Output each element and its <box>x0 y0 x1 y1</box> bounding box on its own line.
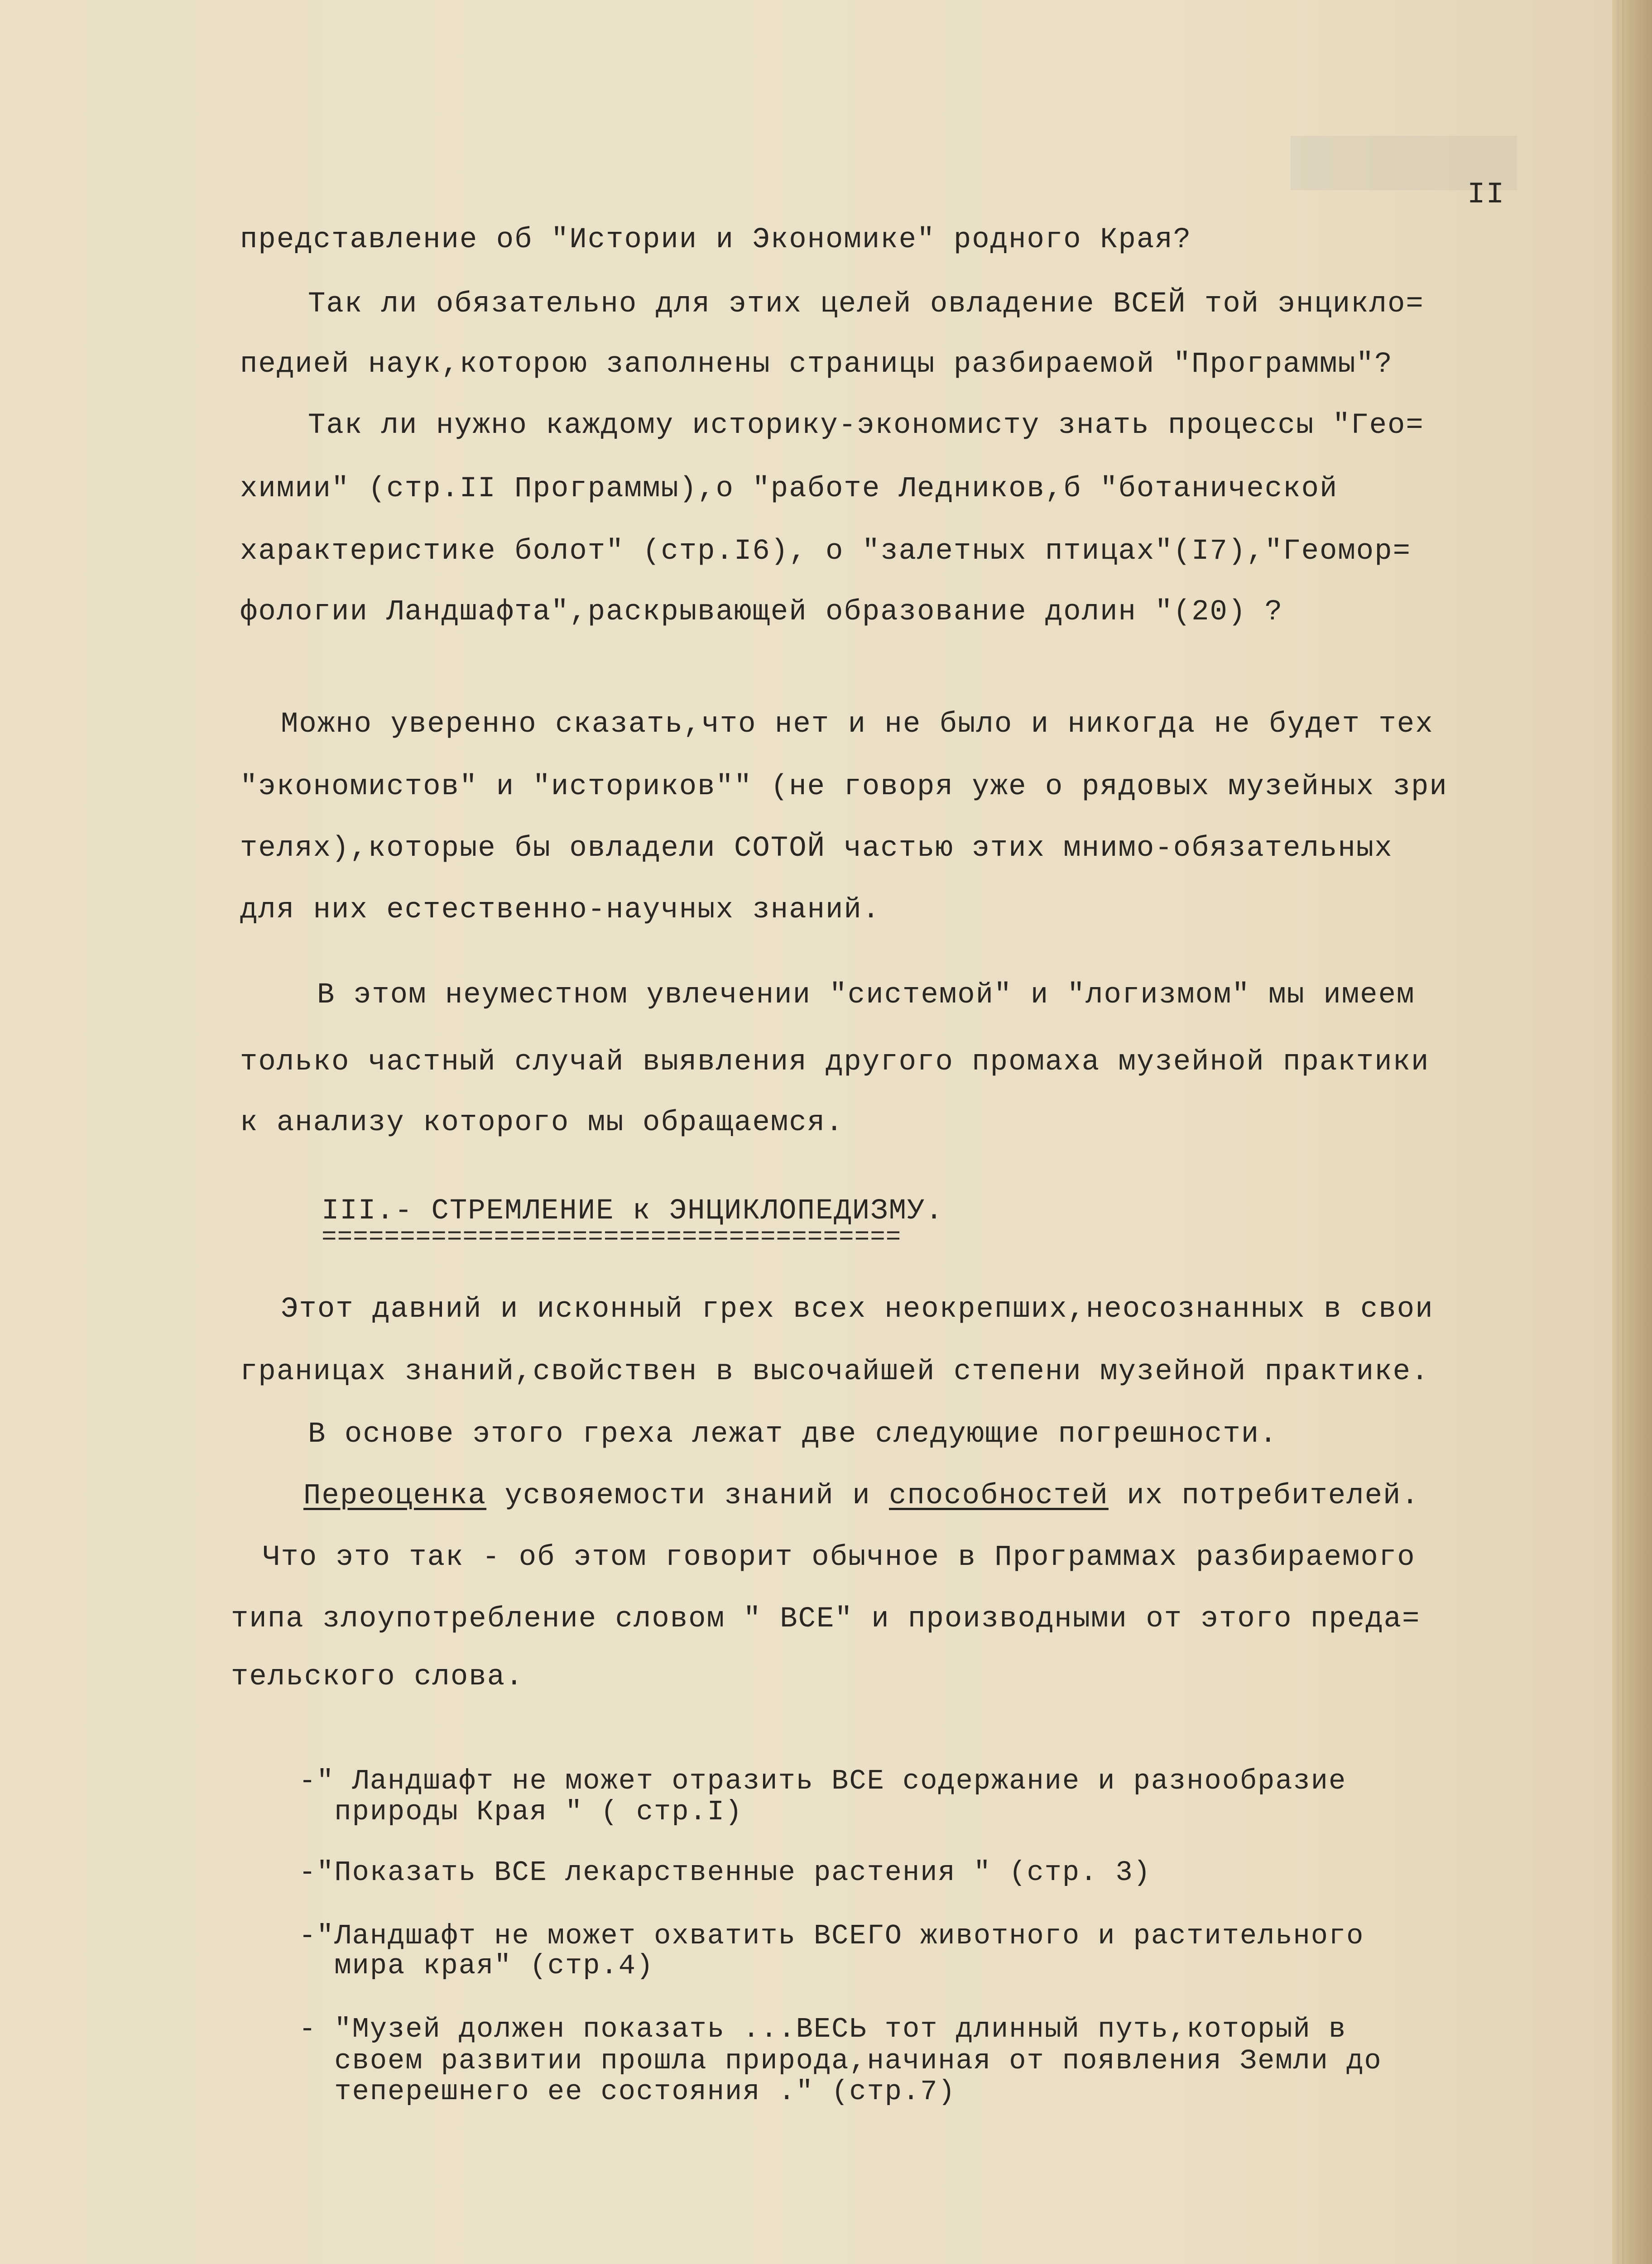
text-line: В основе этого греха лежат две следующие погрешности. <box>308 1418 1278 1451</box>
text-span: усвояемости знаний и <box>486 1480 889 1512</box>
text-line: Так ли обязательно для этих целей овладение ВСЕЙ той энцикло= <box>308 288 1424 321</box>
section-heading: III.- СТРЕМЛЕНИЕ к ЭНЦИКЛОПЕДИЗМУ. <box>322 1195 944 1228</box>
text-line: телях),которые бы овладели СОТОЙ частью этих мнимо-обязательных <box>240 832 1393 865</box>
page-number: II <box>1467 177 1505 211</box>
overestimation-line <box>303 1478 1420 1514</box>
quote-line: теперешнего ее состояния ." (стр.7) <box>299 2076 956 2108</box>
text-line: только частный случай выявления другого промаха музейной практики <box>240 1046 1430 1079</box>
text-line: тельского слова. <box>231 1661 524 1693</box>
text-line: границах знаний,свойствен в высочайшей степени музейной практике. <box>240 1356 1430 1388</box>
quote-line: -"Показать ВСЕ лекарственные растения " (стр. 3) <box>299 1856 1151 1889</box>
page-edge-line <box>1622 0 1624 2264</box>
quote-line: - "Музей должен показать ...ВЕСЬ тот длинный путь,который в <box>299 2013 1347 2045</box>
underlined-word: способностей <box>889 1480 1109 1512</box>
text-line: химии" (стр.II Программы),о "работе Ледников,б "ботанической <box>240 473 1338 505</box>
text-line: к анализу которого мы обращаемся. <box>240 1107 844 1139</box>
text-line: В этом неуместном увлечении "системой" и "логизмом" мы имеем <box>317 979 1415 1012</box>
quote-line: природы Края " ( стр.I) <box>299 1796 743 1828</box>
text-line: педией наук,которою заполнены страницы разбираемой "Программы"? <box>240 348 1393 381</box>
quote-line: -"Ландшафт не может охватить ВСЕГО животного и растительного <box>299 1920 1364 1952</box>
text-line: типа злоупотребление словом " ВСЕ" и производными от этого преда= <box>231 1603 1421 1636</box>
heading-double-rule: ===================================== <box>322 1223 902 1252</box>
quote-line: -" Ландшафт не может отразить ВСЕ содержание и разнообразие <box>299 1765 1347 1797</box>
text-line: Можно уверенно сказать,что нет и не было и никогда не будет тех <box>281 708 1434 741</box>
underlined-word: Переоценка <box>303 1480 487 1512</box>
text-line: фологии Ландшафта",раскрывающей образование долин "(20) ? <box>240 596 1283 628</box>
page-edge-line <box>1632 0 1634 2264</box>
text-line: характеристике болот" (стр.I6), о "залетных птицах"(I7),"Геомор= <box>240 535 1411 568</box>
text-line: представление об "Истории и Экономике" родного Края? <box>240 224 1192 256</box>
text-line: для них естественно-научных знаний. <box>240 894 881 926</box>
text-line: Так ли нужно каждому историку-экономисту знать процессы "Гео= <box>308 409 1424 442</box>
text-line: "экономистов" и "историков"" (не говоря уже о рядовых музейных зри <box>240 771 1448 803</box>
quote-line: мира края" (стр.4) <box>299 1950 654 1982</box>
quote-line: своем развитии прошла природа,начиная от появления Земли до <box>299 2045 1382 2077</box>
text-line: Этот давний и исконный грех всех неокрепших,неосознанных в свои <box>281 1293 1434 1326</box>
text-span: их потребителей. <box>1108 1480 1420 1512</box>
text-line: Что это так - об этом говорит обычное в Программах разбираемого <box>263 1541 1416 1574</box>
